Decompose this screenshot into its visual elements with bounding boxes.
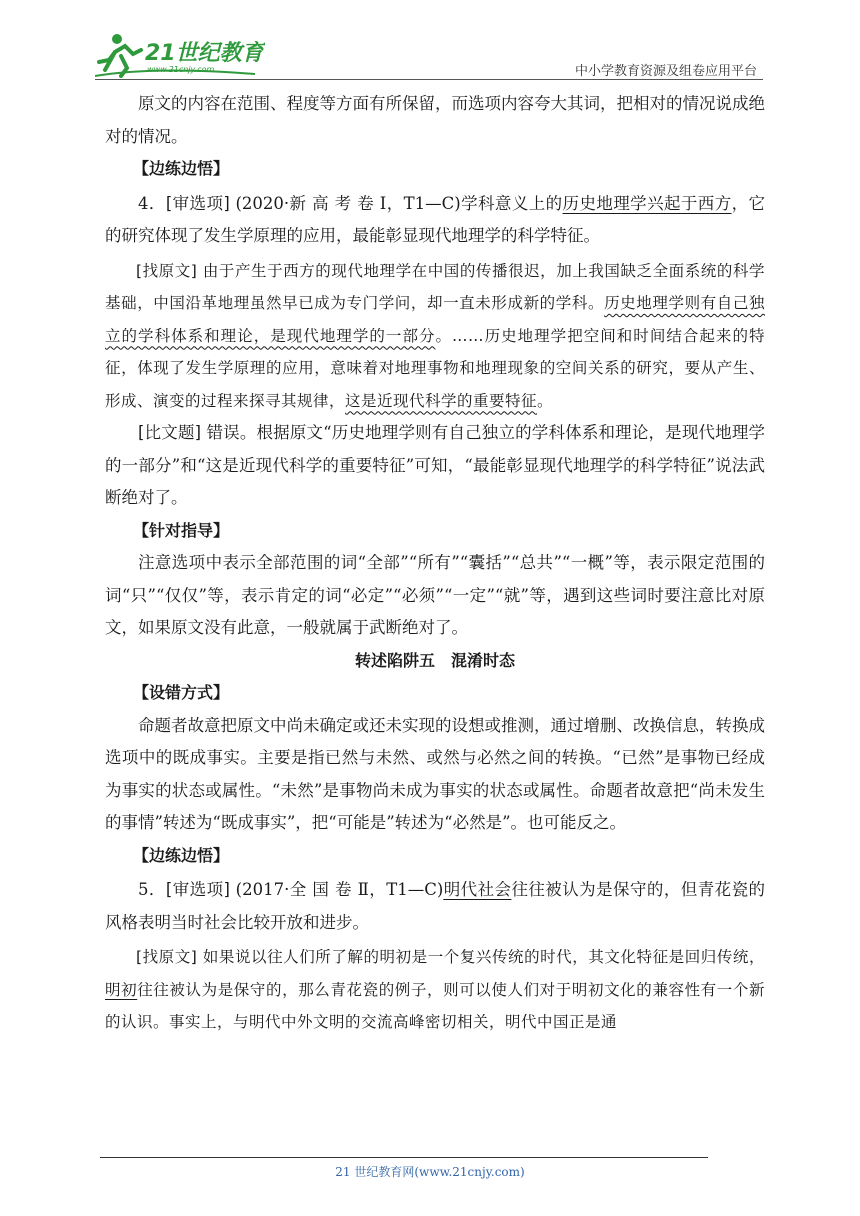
quote-text: 由于产生于西方的现代地理学在中国的传播很迟，加上我国缺乏全面系统的科学基础，中国沿革地理虽然早已成为专门学问，却一直未形成新的学科。 <box>105 261 765 312</box>
quote-text: 如果说以往人们所了解的明初是一个复兴传统的时代，其文化特征是回归传统， <box>202 948 765 966</box>
original-text-5 <box>105 941 765 1039</box>
tag-find-original: [找原文] <box>136 948 198 966</box>
wavy-underlined-phrase: 这是近现代科学的重要特征 <box>345 391 538 410</box>
underlined-phrase: 历史地理学兴起于西方 <box>562 193 732 213</box>
quote-text: 。 <box>537 391 554 410</box>
header-divider <box>95 79 763 80</box>
question-4 <box>105 188 765 253</box>
original-text-4 <box>105 255 765 418</box>
quote-text: 。……历史地理学把空间和时间结合起来的特征，体现了发生学原理的应用，意味着对地理事物和地理现象的空间关系的研究，要从产生、形成、演变的过程来探寻其规律， <box>105 326 765 410</box>
footer-divider <box>100 1157 708 1158</box>
question-number: 5． <box>138 880 166 899</box>
tag-find-original: [找原文] <box>136 261 198 280</box>
logo-url: www.21cnjy.com <box>147 65 215 74</box>
quote-text: 往往被认为是保守的，那么青花瓷的例子，则可以使人们对于明初文化的兼容性有一个新的认识。事实上，与明代中外文明的交流高峰密切相关，明代中国正是通 <box>105 980 765 1031</box>
question-text: ，它的研究体现了发生学原理的应用，最能彰显现代地理学的科学特征。 <box>105 193 765 245</box>
compare-4 <box>105 417 765 515</box>
page-header <box>95 30 765 80</box>
section-heading: 【边练边悟】 <box>133 159 230 178</box>
question-text: 学科意义上的 <box>460 193 563 213</box>
underlined-phrase: 明初 <box>105 980 138 999</box>
compare-text: 错误。根据原文“历史地理学则有自己独立的学科体系和理论，是现代地理学的一部分”和“这是近现代科学的重要特征”可知，“最能彰显现代地理学的科学特征”说法武断绝对了。 <box>105 423 766 507</box>
tag-review-option: [审选项] <box>165 880 230 899</box>
platform-name: 中小学教育资源及组卷应用平台 <box>574 64 757 79</box>
tag-compare: [比文题] <box>138 423 202 442</box>
question-source: (2017·全 国 卷 Ⅱ，T1—C) <box>235 880 444 899</box>
paragraph: 注意选项中表示全部范围的词“全部”“所有”“囊括”“总共”“一概”等，表示限定范围的词“只”“仅仅”等，表示肯定的词“必定”“必须”“一定”“就”等，遇到这些词时要注意比对原文，如果原文没有此意，一般就属于武断绝对了。 <box>105 553 765 637</box>
question-text: 往往被认为是保守的，但青花瓷的风格表明当时社会比较开放和进步。 <box>105 880 766 932</box>
question-5 <box>105 874 765 939</box>
wavy-underlined-phrase: 历史地理学则有自己独立的学科体系和理论，是现代地理学的一部分 <box>105 294 765 345</box>
section-title: 转述陷阱五 混淆时态 <box>354 650 515 670</box>
question-number: 4． <box>138 193 166 213</box>
underlined-phrase: 明代社会 <box>443 880 512 899</box>
paragraph: 命题者故意把原文中尚未确定或还未实现的设想或推测，通过增删、改换信息，转换成选项中的既成事实。主要是指已然与未然、或然与必然之间的转换。“已然”是事物已经成为事实的状态或属性。“未然”是事物尚未成为事实的状态或属性。命题者故意把“尚未发生的事情”转述为“既成事实”，把“可能是”转述为“必然是”。也可能反之。 <box>105 715 765 832</box>
question-source: (2020·新 高 考 卷 Ⅰ，T1—C) <box>235 193 461 213</box>
paragraph: 原文的内容在范围、程度等方面有所保留，而选项内容夸大其词，把相对的情况说成绝对的情况。 <box>105 94 765 146</box>
document-body <box>105 88 765 1039</box>
section-heading: 【设错方式】 <box>133 683 230 702</box>
tag-review-option: [审选项] <box>165 193 230 213</box>
section-heading: 【边练边悟】 <box>133 845 230 865</box>
footer-text: 21 世纪教育网(www.21cnjy.com) <box>335 1165 525 1179</box>
logo-21cnjy <box>95 30 265 80</box>
logo-text: 21世纪教育 <box>145 41 264 66</box>
section-heading: 【针对指导】 <box>133 520 230 540</box>
